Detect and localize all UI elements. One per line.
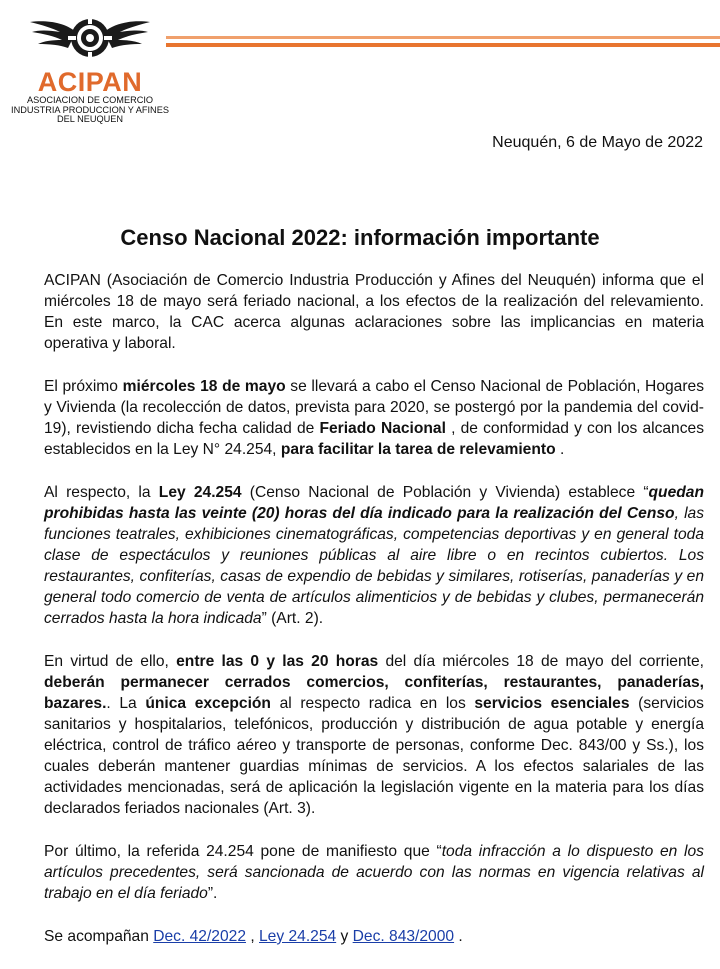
logo-subtitle-line-3: DEL NEUQUEN bbox=[56, 114, 124, 125]
bold-text: para facilitar la tarea de relevamiento bbox=[280, 441, 556, 458]
paragraph-law-quote bbox=[44, 482, 704, 629]
text: ”. bbox=[207, 885, 218, 902]
text: se llevará a cabo el Censo Nacional de Población, Hogares y Vivienda (la recolección de datos, prevista para 2020, se postergó por la pandemia del covid-19), revistiendo dicha fecha calidad de bbox=[44, 378, 704, 437]
document-body bbox=[44, 270, 704, 969]
bold-text: única excepción bbox=[145, 695, 271, 712]
bold-text: servicios esenciales bbox=[474, 695, 630, 712]
logo-subtitle-line-1: ASOCIACION DE COMERCIO bbox=[26, 95, 154, 105]
italic-text: , las funciones teatrales, exhibiciones cinematográficas, competencias deportivas y en general toda clase de espectáculos y reuniones públicas al aire libre o en recintos cubiertos. Los restaurantes, confiterías, casas de expendio de bebidas y similares, rotiserías, panaderías y en general todo comercio de venta de artículos alimenticios y de bebidas y clubes, permanecerán cerrados hasta la hora indicada bbox=[44, 505, 705, 627]
document-title: Censo Nacional 2022: información importante bbox=[120, 225, 600, 250]
paragraph-sanctions bbox=[44, 841, 704, 904]
text: . bbox=[555, 441, 565, 458]
text: Al respecto, la bbox=[44, 484, 159, 501]
bold-text: Ley 24.254 bbox=[158, 484, 242, 501]
logo-name: ACIPAN bbox=[37, 67, 143, 97]
text: El próximo bbox=[44, 378, 123, 395]
text: ” (Art. 2). bbox=[261, 610, 324, 627]
header-stripe-light bbox=[166, 36, 720, 39]
paragraph-attachments bbox=[44, 926, 704, 947]
text: (servicios sanitarios y hospitalarios, telefónicos, producción y distribución de agua potable y energía eléctrica, control de tráfico aéreo y transporte de personas, conforme Dec. 843/00 y Ss.), los cuales deberán mantener guardias mínimas de servicios. A los efectos salariales de las actividades mencionadas, será de aplicación la legislación vigente en la materia para los días declarados feriados nacionales (Art. 3). bbox=[44, 695, 704, 817]
header-stripe-dark bbox=[166, 43, 720, 47]
header-stripes bbox=[166, 36, 720, 47]
bold-text: Feriado Nacional bbox=[319, 420, 446, 437]
text: (Censo Nacional de Población y Vivienda) establece “ bbox=[241, 484, 649, 501]
text: Por último, la referida 24.254 pone de manifiesto que “ bbox=[44, 843, 442, 860]
link-dec-843-2000[interactable]: Dec. 843/2000 bbox=[352, 928, 455, 945]
link-ley-24254[interactable]: Ley 24.254 bbox=[259, 928, 337, 945]
text: al respecto radica en los bbox=[270, 695, 475, 712]
paragraph-census-date bbox=[44, 376, 704, 460]
text: Se acompañan bbox=[44, 928, 154, 945]
logo-subtitle-line-2: INDUSTRIA PRODUCCION Y AFINES bbox=[11, 104, 169, 115]
paragraph-intro: ACIPAN (Asociación de Comercio Industria Producción y Afines del Neuquén) informa que el miércoles 18 de mayo será feriado nacional, a los efectos de la realización del relevamiento. En este marco, la CAC acerca algunas aclaraciones sobre las implicancias en materia operativa y laboral. bbox=[44, 272, 704, 352]
logo bbox=[4, 8, 176, 125]
bold-text: deberán permanecer cerrados comercios, confiterías, restaurantes, panaderías, bazares. bbox=[44, 674, 704, 712]
link-dec-42-2022[interactable]: Dec. 42/2022 bbox=[153, 928, 246, 945]
winged-wheel-icon bbox=[28, 8, 152, 66]
text: . bbox=[454, 928, 463, 945]
text: En virtud de ello, bbox=[44, 653, 177, 670]
bold-italic-text: quedan prohibidas hasta las veinte (20) horas del día indicado para la realización del Censo bbox=[44, 484, 704, 522]
text: , de conformidad y con los alcances establecidos en la Ley N° 24.254, bbox=[44, 420, 704, 458]
document-date: Neuquén, 6 de Mayo de 2022 bbox=[492, 134, 703, 151]
bold-text: entre las 0 y las 20 horas bbox=[176, 653, 379, 670]
text: del día miércoles 18 de mayo del corriente, bbox=[378, 653, 704, 670]
italic-text: toda infracción a lo dispuesto en los artículos precedentes, será sancionada de acuerdo con las normas en vigencia relativas al trabajo en el día feriado bbox=[44, 843, 704, 902]
paragraph-closures bbox=[44, 651, 704, 819]
bold-text: miércoles 18 de mayo bbox=[122, 378, 286, 395]
text: . La bbox=[106, 695, 146, 712]
text: , bbox=[246, 928, 259, 945]
text: y bbox=[336, 928, 353, 945]
